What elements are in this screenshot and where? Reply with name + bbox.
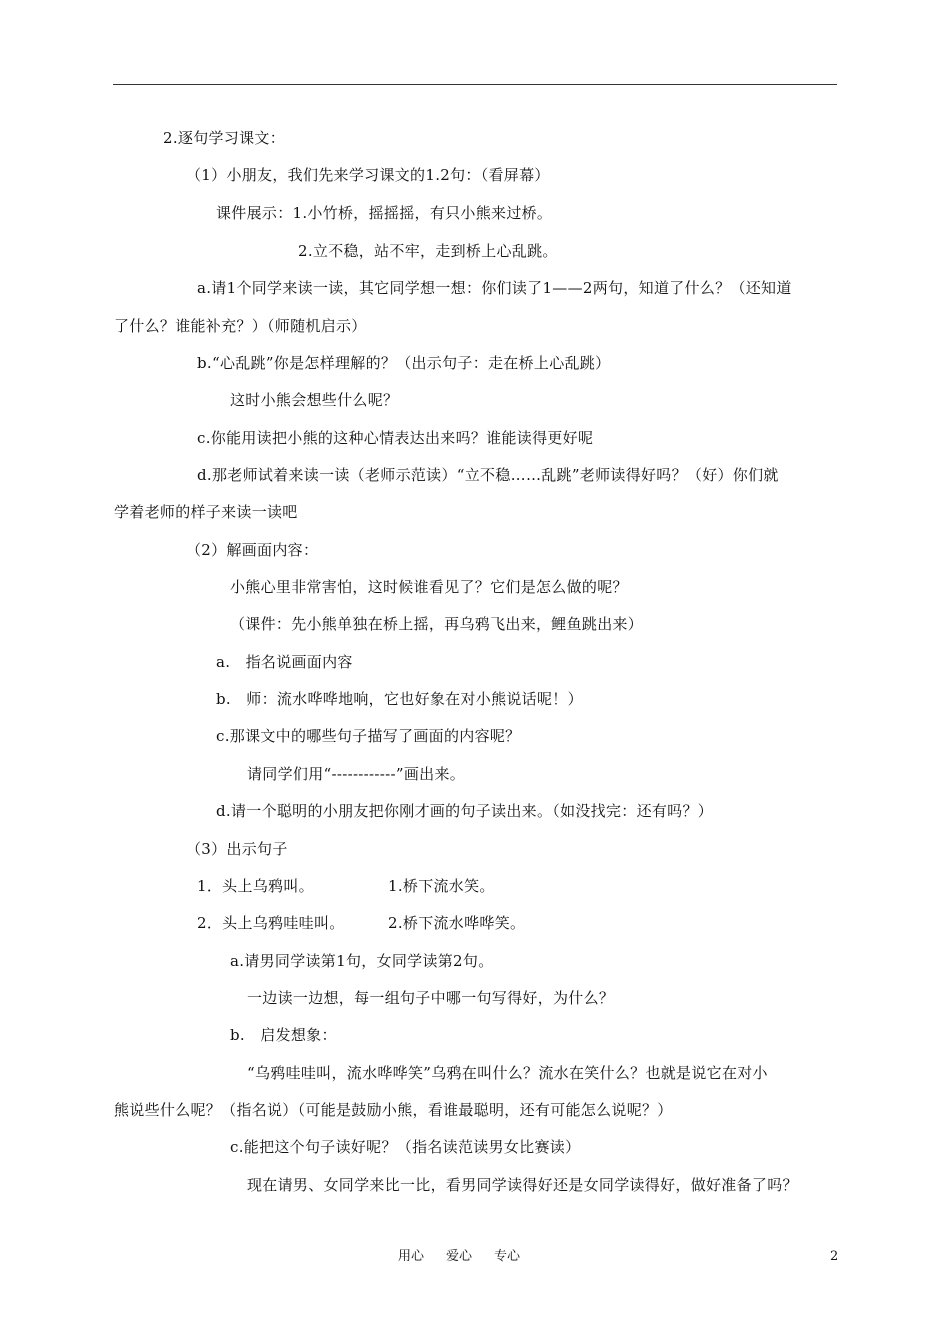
paragraph-line: a. 指名说画面内容 <box>216 653 353 671</box>
subsection-heading: （3）出示句子 <box>186 840 288 858</box>
paragraph-line: 一边读一边想，每一组句子中哪一句写得好，为什么？ <box>247 989 615 1007</box>
paragraph-line: d.请一个聪明的小朋友把你刚才画的句子读出来。（如没找完：还有吗？） <box>216 802 714 820</box>
paragraph-line: （课件：先小熊单独在桥上摇，再乌鸦飞出来，鲤鱼跳出来） <box>230 615 644 633</box>
page-number: 2 <box>830 1249 839 1264</box>
paragraph-line: 请同学们用“------------”画出来。 <box>247 765 466 783</box>
paragraph-line: b. 师：流水哗哗地响，它也好象在对小熊说话呢！） <box>216 690 583 708</box>
paragraph-line: b. 启发想象： <box>230 1026 337 1044</box>
paragraph-line: c.能把这个句子读好呢？（指名读范读男女比赛读） <box>230 1138 581 1156</box>
paragraph-line: 这时小熊会想些什么呢？ <box>230 391 399 409</box>
paragraph-line: 小熊心里非常害怕，这时候谁看见了？它们是怎么做的呢？ <box>230 578 628 596</box>
paragraph-line: 现在请男、女同学来比一比，看男同学读得好还是女同学读得好，做好准备了吗？ <box>247 1176 798 1194</box>
paragraph-line: c.那课文中的哪些句子描写了画面的内容呢？ <box>216 727 521 745</box>
paragraph-line: 学着老师的样子来读一读吧 <box>114 503 298 521</box>
paragraph-line: a.请男同学读第1句，女同学读第2句。 <box>230 952 494 970</box>
footer-word: 用心 <box>398 1249 425 1264</box>
sentence-pair-right: 2.桥下流水哗哗笑。 <box>388 914 526 932</box>
footer-word: 爱心 <box>446 1249 473 1264</box>
paragraph-line: d.那老师试着来读一读（老师示范读）“立不稳……乱跳”老师读得好吗？（好）你们就 <box>197 466 779 484</box>
paragraph-line: c.你能用读把小熊的这种心情表达出来吗？谁能读得更好呢 <box>197 429 594 447</box>
paragraph-line: b.“心乱跳”你是怎样理解的？（出示句子：走在桥上心乱跳） <box>197 354 611 372</box>
sentence-pair-left: 1．头上乌鸦叫。 <box>197 877 314 895</box>
footer-motto <box>398 1248 520 1266</box>
paragraph-line: 了什么？谁能补充？）（师随机启示） <box>114 317 367 335</box>
paragraph-line: 熊说些什么呢？（指名说）（可能是鼓励小熊，看谁最聪明，还有可能怎么说呢？） <box>114 1101 673 1119</box>
subsection-heading: （1）小朋友，我们先来学习课文的1.2句：（看屏幕） <box>186 166 550 184</box>
paragraph-line: a.请1个同学来读一读，其它同学想一想：你们读了1——2两句，知道了什么？（还知道 <box>197 279 792 297</box>
header-rule <box>113 84 837 85</box>
sentence-pair-right: 1.桥下流水笑。 <box>388 877 495 895</box>
paragraph-line: 2.立不稳，站不牢，走到桥上心乱跳。 <box>298 242 558 260</box>
footer-word: 专心 <box>494 1249 521 1264</box>
subsection-heading: （2）解画面内容： <box>186 541 319 559</box>
sentence-pair-left: 2．头上乌鸦哇哇叫。 <box>197 914 345 932</box>
section-heading: 2.逐句学习课文： <box>163 129 286 147</box>
paragraph-line: “乌鸦哇哇叫，流水哗哗笑”乌鸦在叫什么？流水在笑什么？也就是说它在对小 <box>247 1064 768 1082</box>
paragraph-line: 课件展示：1.小竹桥，摇摇摇，有只小熊来过桥。 <box>216 204 553 222</box>
